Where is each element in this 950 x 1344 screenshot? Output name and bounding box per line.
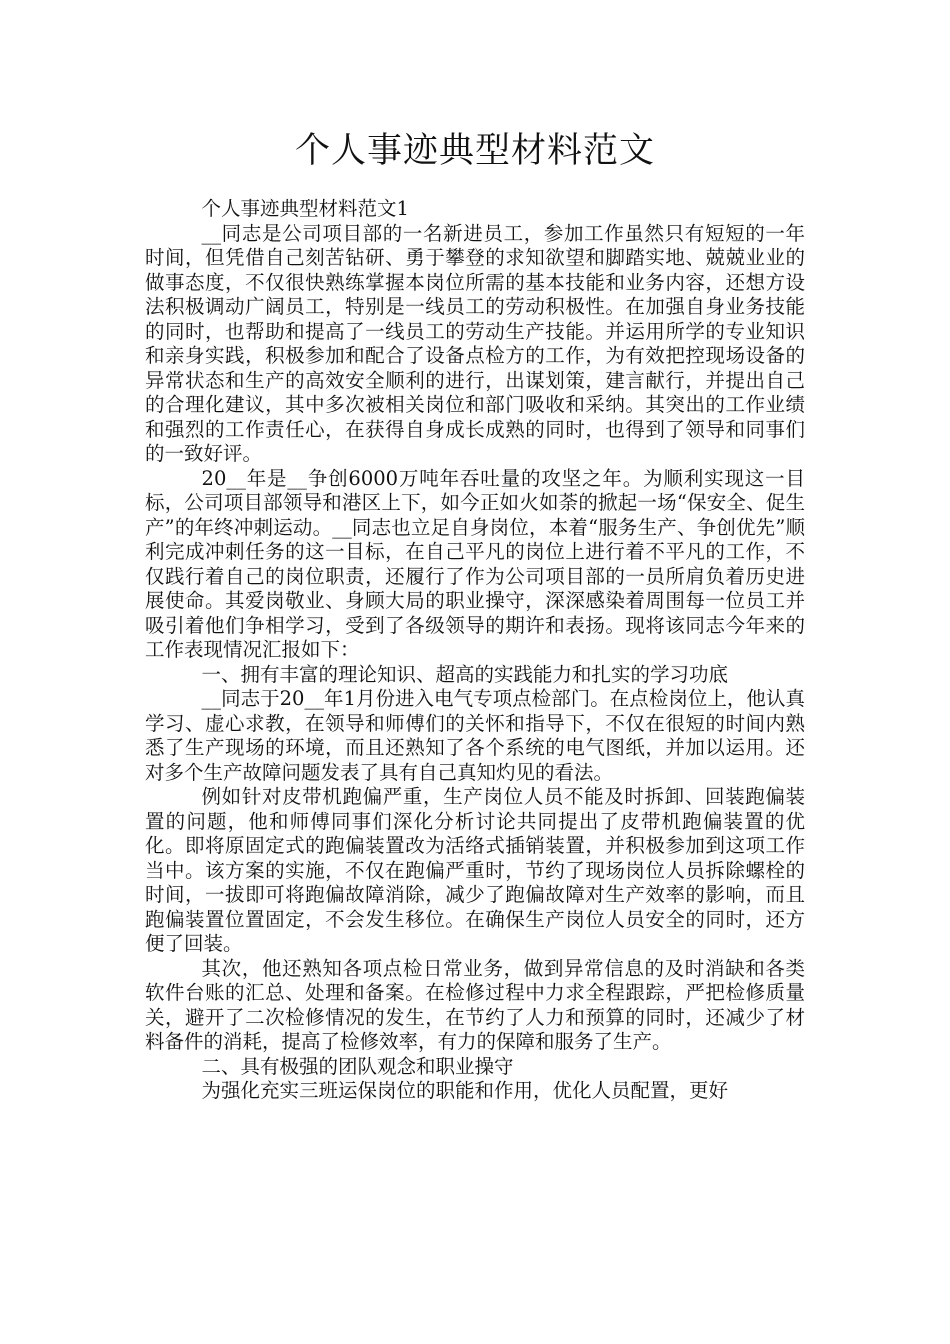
paragraph: 为强化充实三班运保岗位的职能和作用，优化人员配置，更好 (201, 1079, 729, 1102)
section-heading: 一、拥有丰富的理论知识、超高的实践能力和扎实的学习功底 (201, 662, 729, 686)
paragraph: __同志于20__年1月份进入电气专项点检部门。在点检岗位上，他认真学习、虚心求教，在领导和师傅们的关怀和指导下，不仅在很短的时间内熟悉了生产现场的环境，而且还熟知了各个系统的电气图纸，并加以运用。还对多个生产故障问题发表了具有自己真知灼见的看法。 (145, 687, 805, 784)
document-body (145, 197, 805, 1104)
paragraph: 20__年是__争创6000万吨年吞吐量的攻坚之年。为顺利实现这一目标，公司项目部领导和港区上下，如今正如火如荼的掀起一场“保安全、促生产”的年终冲刺运动。__同志也立足自身岗位，本着“服务生产、争创优先”顺利完成冲刺任务的这一目标，在自己平凡的岗位上进行着不平凡的工作，不仅践行着自己的岗位职责，还履行了作为公司项目部的一员所肩负着历史进展使命。其爱岗敬业、身顾大局的职业操守，深深感染着周围每一位员工并吸引着他们争相学习，受到了各级领导的期许和表扬。现将该同志今年来的工作表现情况汇报如下： (145, 466, 805, 661)
paragraph: __同志是公司项目部的一名新进员工，参加工作虽然只有短短的一年时间，但凭借自己刻苦钻研、勇于攀登的求知欲望和脚踏实地、兢兢业业的做事态度，不仅很快熟练掌握本岗位所需的基本技能和业务内容，还想方设法积极调动广阔员工，特别是一线员工的劳动积极性。在加强自身业务技能的同时，也帮助和提高了一线员工的劳动生产技能。并运用所学的专业知识和亲身实践，积极参加和配合了设备点检方的工作，为有效把控现场设备的异常状态和生产的高效安全顺利的进行，出谋划策，建言献行，并提出自己的合理化建议，其中多次被相关岗位和部门吸收和采纳。其突出的工作业绩和强烈的工作责任心，在获得自身成长成熟的同时，也得到了领导和同事们的一致好评。 (145, 221, 805, 465)
paragraph: 例如针对皮带机跑偏严重，生产岗位人员不能及时拆卸、回装跑偏装置的问题，他和师傅同事们深化分析讨论共同提出了皮带机跑偏装置的优化。即将原固定式的跑偏装置改为活络式插销装置，并积极参加到这项工作当中。该方案的实施，不仅在跑偏严重时，节约了现场岗位人员拆除螺栓的时间，一拔即可将跑偏故障消除，减少了跑偏故障对生产效率的影响，而且跑偏装置位置固定，不会发生移位。在确保生产岗位人员安全的同时，还方便了回装。 (145, 785, 805, 955)
paragraph: 其次，他还熟知各项点检日常业务，做到异常信息的及时消缺和各类软件台账的汇总、处理和备案。在检修过程中力求全程跟踪，严把检修质量关，避开了二次检修情况的发生，在节约了人力和预算的同时，还减少了材料备件的消耗，提高了检修效率，有力的保障和服务了生产。 (145, 956, 805, 1053)
document-title: 个人事迹典型材料范文 (294, 131, 655, 171)
section-heading: 二、具有极强的团队观念和职业操守 (201, 1054, 514, 1078)
paragraph-subtitle: 个人事迹典型材料范文1 (201, 197, 409, 220)
